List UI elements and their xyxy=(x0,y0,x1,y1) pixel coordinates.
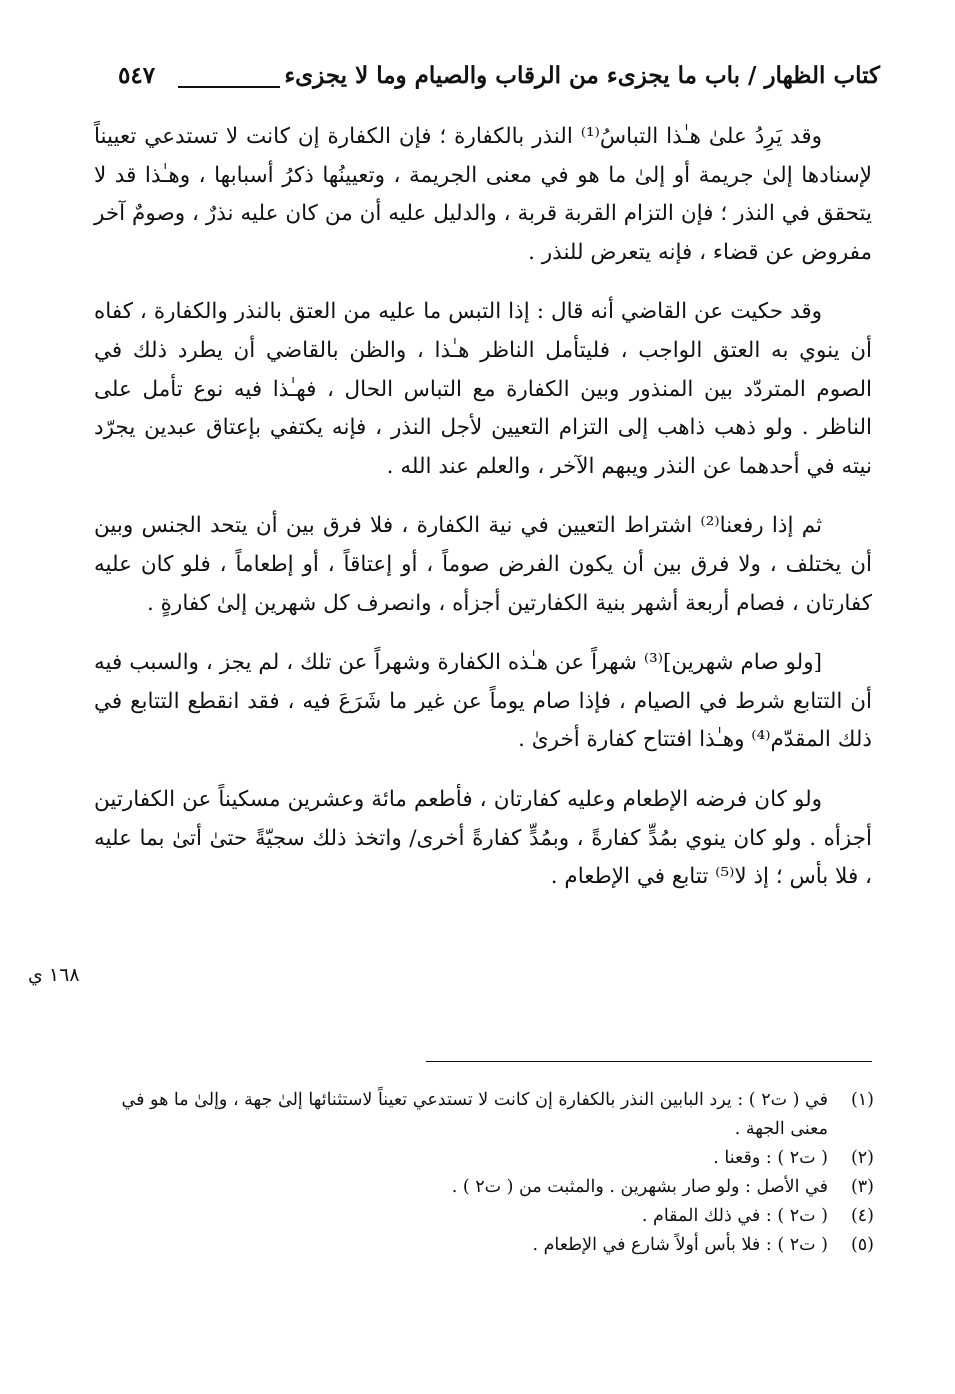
header-rule xyxy=(178,86,280,88)
footnote-text: ( ت٢ ) : وقعنا . xyxy=(713,1148,828,1168)
footnote xyxy=(94,1202,874,1231)
footnote xyxy=(94,1231,874,1260)
paragraph: وقد حكيت عن القاضي أنه قال : إذا التبس ما عليه من العتق بالنذر والكفارة ، كفاه أن ينوي به العتق الواجب ، فليتأمل الناظر هـٰذا ، والظن بالقاضي أن يطرد ذلك في الصوم المتردّد بين المنذور وبين الكفارة مع التباس الحال ، فهـٰذا فيه نوع تأمل على الناظر . ولو ذهب ذاهب إلى التزام التعيين لأجل النذر ، فإنه يكتفي بإعتاق عبدين يجرّد نيته في أحدهما عن النذر ويبهم الآخر ، والعلم عند الله . xyxy=(94,299,872,479)
footnote-text: في الأصل : ولو صار بشهرين . والمثبت من ( ت٢ ) . xyxy=(451,1177,828,1197)
footnote-number: (١) xyxy=(850,1090,874,1110)
footnote xyxy=(94,1144,874,1173)
paragraph: ثم إذا رفعنا⁽²⁾ اشتراط التعيين في نية الكفارة ، فلا فرق بين أن يتحد الجنس وبين أن يختلف ، ولا فرق بين أن يكون الفرض صوماً ، أو إعتاقاً ، أو إطعاماً ، فلو كان عليه كفارتان ، فصام أربعة أشهر بنية الكفارتين أجزأه ، وانصرف كل شهرين إلىٰ كفارةٍ . xyxy=(94,513,872,616)
paragraph: ولو كان فرضه الإطعام وعليه كفارتان ، فأطعم مائة وعشرين مسكيناً عن الكفارتين أجزأه . ولو كان ينوي بمُدٍّ كفارةً ، وبمُدٍّ كفارةً أخرى/ واتخذ ذلك سجيّةً حتىٰ أتىٰ بما عليه ، فلا بأس ؛ إذ لا⁽⁵⁾ تتابع في الإطعام . xyxy=(94,786,872,890)
footnote xyxy=(94,1086,874,1144)
footnote-number: (٣) xyxy=(850,1177,874,1197)
footnote-number: (٤) xyxy=(850,1206,874,1226)
margin-manuscript-note: ١٦٨ ي xyxy=(28,964,80,986)
running-title: كتاب الظهار / باب ما يجزىء من الرقاب والصيام وما لا يجزىء xyxy=(284,62,880,89)
main-text xyxy=(94,118,872,918)
footnote-number: (٢) xyxy=(850,1148,874,1168)
paragraph: وقد يَرِدُ علىٰ هـٰذا التباسُ⁽¹⁾ النذر بالكفارة ؛ فإن الكفارة إن كانت لا تستدعي تعييناً لإسنادها إلىٰ جريمة أو إلىٰ ما هو في معنى الجريمة ، وتعيينُها ذكرُ أسبابها ، وهـٰذا قد لا يتحقق في النذر ؛ فإن التزام القربة قربة ، والدليل عليه أن من كان عليه نذرٌ ، وصومٌ آخر مفروض عن قضاء ، فإنه يتعرض للنذر . xyxy=(94,124,872,265)
footnote-rule xyxy=(426,1061,872,1062)
footnote-text: في ( ت٢ ) : يرد البابين النذر بالكفارة إن كانت لا تستدعي تعيناً لاستثنائها إلىٰ جهة ، وإلىٰ ما هو في معنى الجهة . xyxy=(121,1090,828,1139)
footnotes xyxy=(94,1086,874,1260)
page-number: ٥٤٧ xyxy=(118,62,156,89)
footnote-text: ( ت٢ ) : في ذلك المقام . xyxy=(641,1206,828,1226)
running-header xyxy=(100,62,880,106)
footnote-text: ( ت٢ ) : فلا بأس أولاً شارع في الإطعام . xyxy=(532,1235,828,1255)
footnote xyxy=(94,1173,874,1202)
footnote-number: (٥) xyxy=(850,1235,874,1255)
paragraph: [ولو صام شهرين]⁽³⁾ شهراً عن هـٰذه الكفارة وشهراً عن تلك ، لم يجز ، والسبب فيه أن التتابع شرط في الصيام ، فإذا صام يوماً عن غير ما شَرَعَ فيه ، فقد انقطع التتابع في ذلك المقدّم⁽⁴⁾ وهـٰذا افتتاح كفارة أخرىٰ . xyxy=(94,650,872,753)
